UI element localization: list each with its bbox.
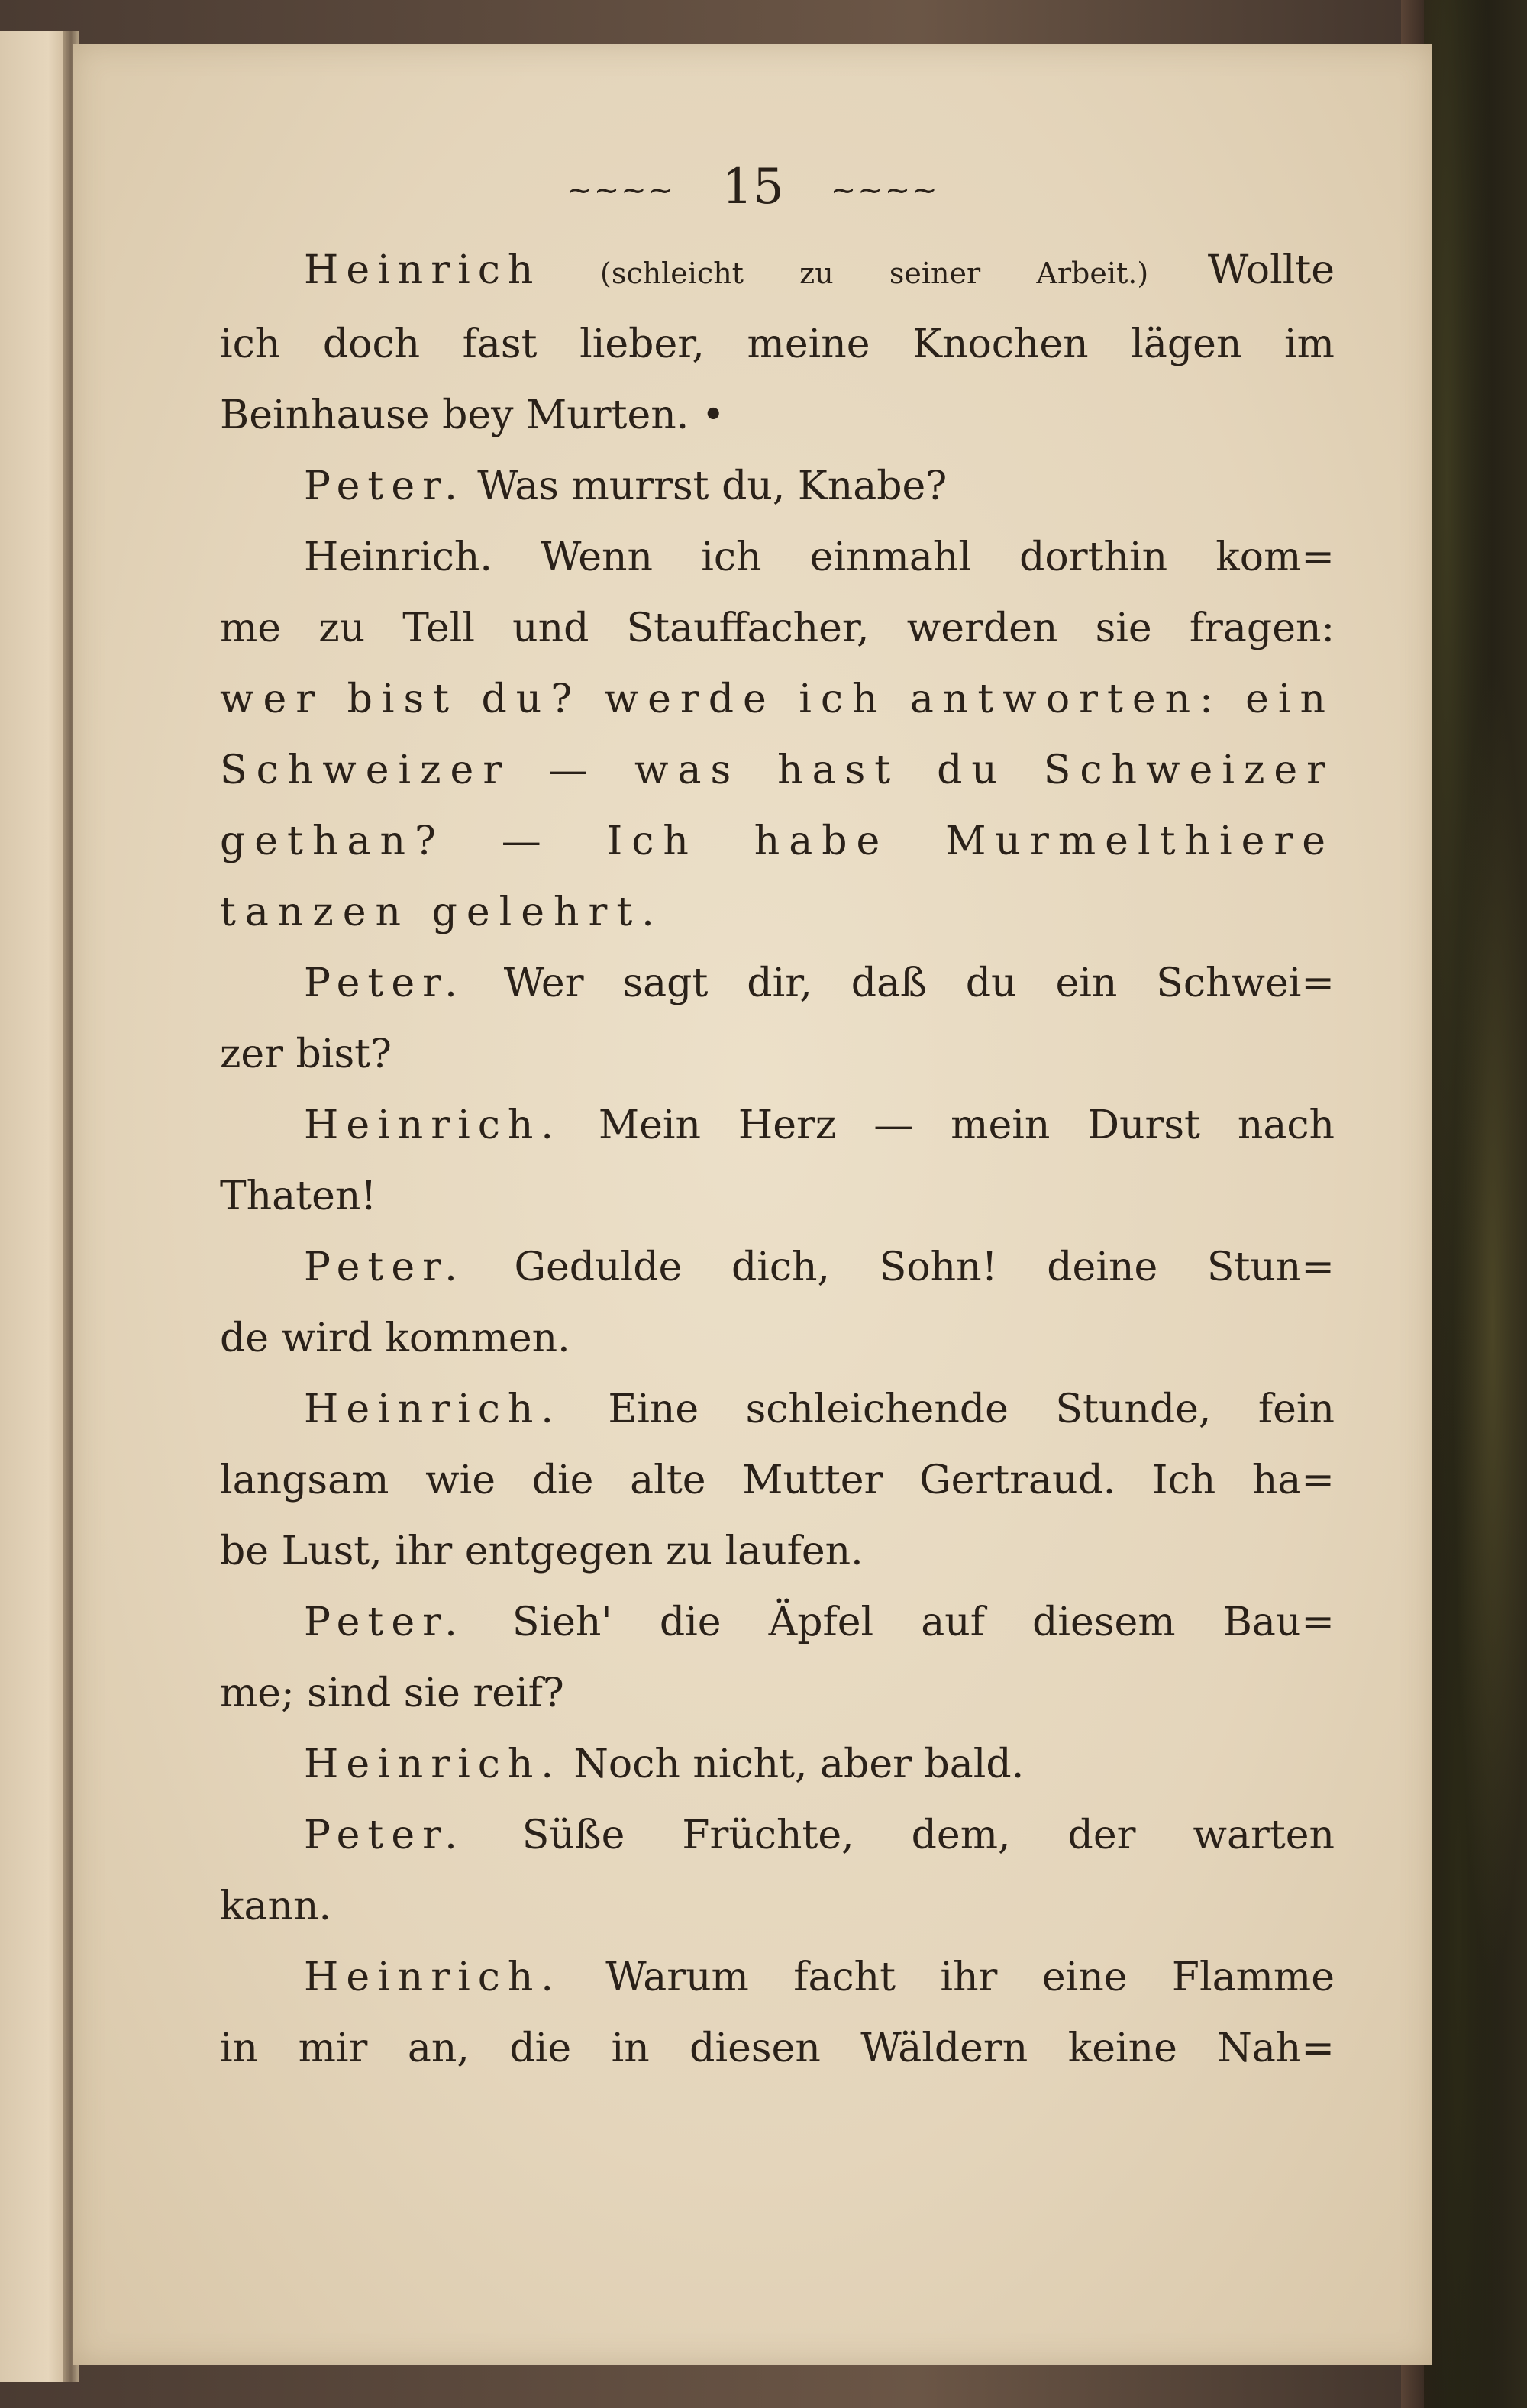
speaker-name: Heinrich. (304, 1102, 561, 1148)
text-line: Heinrich. Mein Herz — mein Durst nach (304, 1102, 1335, 1148)
text-line: Heinrich. Warum facht ihr eine Flamme (304, 1954, 1335, 2000)
speaker-name: Peter. (304, 1244, 465, 1290)
text-line: tanzen gelehrt. (220, 889, 663, 935)
text-line: Beinhause bey Murten. • (220, 392, 725, 438)
header-ornament-left: ~~~~ (567, 173, 676, 208)
speaker-name: Peter. (304, 1599, 465, 1645)
text-line: Heinrich. Wenn ich einmahl dorthin kom= (304, 534, 1335, 580)
text-line: Peter. Gedulde dich, Sohn! deine Stun= (304, 1244, 1335, 1290)
text-line: kann. (220, 1883, 332, 1929)
text-line: me; sind sie reif? (220, 1670, 564, 1716)
text-line: be Lust, ihr entgegen zu laufen. (220, 1528, 864, 1574)
speaker-name: Peter. (304, 1812, 465, 1858)
text-line: ich doch fast lieber, meine Knochen lägen im (220, 321, 1335, 367)
speaker-name: Heinrich. (304, 1954, 561, 2000)
text-line: wer bist du? werde ich antworten: ein (220, 676, 1335, 722)
text-line: Peter. Süße Früchte, dem, der warten (304, 1812, 1335, 1858)
speaker-name: Heinrich. (304, 534, 492, 580)
text-line: zer bist? (220, 1031, 392, 1077)
text-line: Peter. Was murrst du, Knabe? (304, 463, 948, 509)
text-line: langsam wie die alte Mutter Gertraud. Ich ha= (220, 1457, 1335, 1503)
text-line: Heinrich (schleicht zu seiner Arbeit.) Wollte (304, 247, 1335, 293)
text-line: Heinrich. Eine schleichende Stunde, fein (304, 1386, 1335, 1432)
speaker-name: Heinrich. (304, 1386, 561, 1432)
page-text (220, 235, 1335, 2084)
text-line: me zu Tell und Stauffacher, werden sie fragen: (220, 605, 1335, 651)
speaker-name: Peter. (304, 960, 465, 1006)
page-number: 15 (722, 159, 784, 215)
book-page (73, 44, 1432, 2365)
speaker-name: Heinrich. (304, 1741, 561, 1787)
facing-page-edge (0, 31, 69, 2382)
text-line: gethan? — Ich habe Murmelthiere (220, 818, 1335, 864)
text-line: in mir an, die in diesen Wäldern keine Nah= (220, 2025, 1335, 2071)
text-line: Thaten! (220, 1173, 377, 1219)
speaker-name: Peter. (304, 463, 465, 509)
text-line: Peter. Wer sagt dir, daß du ein Schwei= (304, 960, 1335, 1006)
text-line: Schweizer — was hast du Schweizer (220, 747, 1335, 793)
speaker-name: Heinrich (304, 247, 541, 293)
stage-direction: (schleicht zu seiner Arbeit.) (600, 257, 1149, 290)
text-line: Peter. Sieh' die Äpfel auf diesem Bau= (304, 1599, 1335, 1645)
header-ornament-right: ~~~~ (830, 173, 939, 208)
text-line: de wird kommen. (220, 1315, 570, 1361)
page-header (73, 159, 1432, 215)
text-line: Heinrich. Noch nicht, aber bald. (304, 1741, 1025, 1787)
